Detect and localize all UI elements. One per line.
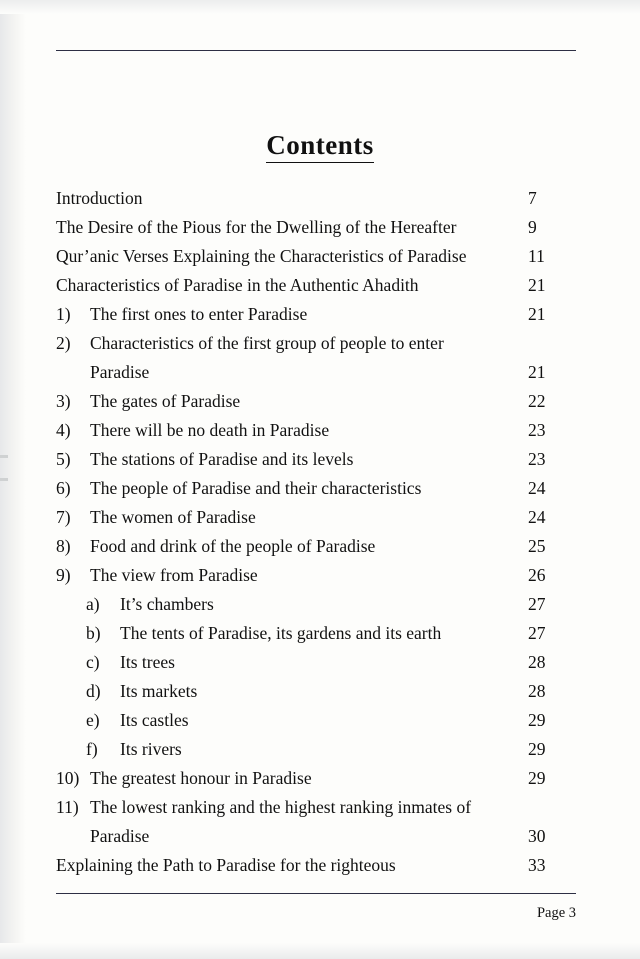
toc-entry-label: Food and drink of the people of Paradise (90, 536, 376, 556)
toc-entry-label: It’s chambers (120, 594, 214, 614)
toc-entry-marker: 9) (56, 565, 71, 585)
toc-entry[interactable] (56, 393, 576, 411)
toc-entry[interactable] (56, 248, 576, 266)
toc-entry[interactable] (56, 509, 576, 527)
toc-entry[interactable] (56, 654, 576, 672)
toc-entry-label: The lowest ranking and the highest ranking inmates of (90, 797, 472, 817)
page-title (0, 130, 640, 161)
page-title-text: Contents (266, 130, 374, 163)
toc-entry-marker: 5) (56, 449, 71, 469)
table-of-contents (56, 190, 576, 886)
toc-entry-label: The gates of Paradise (90, 391, 241, 411)
toc-entry[interactable] (56, 335, 576, 353)
toc-entry-label: The tents of Paradise, its gardens and its earth (120, 623, 442, 643)
toc-entry[interactable] (56, 219, 576, 237)
toc-entry[interactable] (56, 828, 576, 846)
toc-entry-marker: c) (86, 652, 100, 672)
header-rule (56, 50, 576, 51)
toc-entry-marker: f) (86, 739, 98, 759)
page-edge-nick (0, 455, 8, 458)
toc-entry[interactable] (56, 306, 576, 324)
toc-entry-page-number: 30 (528, 826, 546, 846)
toc-entry[interactable] (56, 364, 576, 382)
toc-entry-page-number: 7 (528, 188, 537, 208)
toc-entry[interactable] (56, 857, 576, 875)
toc-entry-label: There will be no death in Paradise (90, 420, 330, 440)
toc-entry-marker: 7) (56, 507, 71, 527)
toc-entry[interactable] (56, 770, 576, 788)
toc-entry[interactable] (56, 741, 576, 759)
toc-entry[interactable] (56, 190, 576, 208)
toc-entry-label: The view from Paradise (90, 565, 258, 585)
toc-entry-page-number: 21 (528, 362, 546, 382)
toc-entry-label: Its trees (120, 652, 175, 672)
toc-entry[interactable] (56, 422, 576, 440)
toc-entry-label: Qur’anic Verses Explaining the Characteristics of Paradise (56, 246, 467, 266)
toc-entry-label: Paradise (90, 826, 150, 846)
footer-rule (56, 893, 576, 894)
page-edge-nick (0, 478, 8, 481)
toc-entry-page-number: 21 (528, 304, 546, 324)
toc-entry-label: The people of Paradise and their characteristics (90, 478, 422, 498)
toc-entry-page-number: 23 (528, 420, 546, 440)
toc-entry[interactable] (56, 683, 576, 701)
toc-entry-marker: 2) (56, 333, 71, 353)
toc-entry-page-number: 28 (528, 681, 546, 701)
toc-entry-label: Its rivers (120, 739, 182, 759)
toc-entry-label: The women of Paradise (90, 507, 256, 527)
toc-entry-label: The greatest honour in Paradise (90, 768, 312, 788)
toc-entry-marker: e) (86, 710, 100, 730)
toc-entry-page-number: 23 (528, 449, 546, 469)
toc-entry-page-number: 11 (528, 246, 545, 266)
toc-entry-page-number: 26 (528, 565, 546, 585)
toc-entry-marker: 8) (56, 536, 71, 556)
page-footer: Page 3 (536, 905, 576, 921)
toc-entry-label: Paradise (90, 362, 150, 382)
toc-entry-label: The Desire of the Pious for the Dwelling of the Hereafter (56, 217, 457, 237)
toc-entry-page-number: 21 (528, 275, 546, 295)
page-edge-shadow-top (0, 0, 640, 14)
toc-entry-label: Characteristics of Paradise in the Authentic Ahadith (56, 275, 419, 295)
toc-entry-page-number: 29 (528, 739, 546, 759)
toc-entry-page-number: 28 (528, 652, 546, 672)
toc-entry-marker: 3) (56, 391, 71, 411)
toc-entry[interactable] (56, 712, 576, 730)
toc-entry-label: Introduction (56, 188, 143, 208)
toc-entry[interactable] (56, 625, 576, 643)
toc-entry-page-number: 24 (528, 507, 546, 527)
toc-entry-marker: 11) (56, 797, 79, 817)
toc-entry-page-number: 33 (528, 855, 546, 875)
toc-entry-page-number: 27 (528, 594, 546, 614)
toc-entry-marker: b) (86, 623, 101, 643)
toc-entry[interactable] (56, 596, 576, 614)
toc-entry[interactable] (56, 451, 576, 469)
toc-entry[interactable] (56, 277, 576, 295)
toc-entry-page-number: 9 (528, 217, 537, 237)
toc-entry-page-number: 24 (528, 478, 546, 498)
toc-entry[interactable] (56, 480, 576, 498)
page-edge-shadow-bottom (0, 943, 640, 959)
toc-entry-marker: d) (86, 681, 101, 701)
toc-entry-page-number: 29 (528, 710, 546, 730)
toc-entry-label: Characteristics of the first group of people to enter (90, 333, 444, 353)
toc-entry-marker: 6) (56, 478, 71, 498)
toc-entry-marker: 10) (56, 768, 80, 788)
toc-entry-page-number: 25 (528, 536, 546, 556)
toc-entry-label: Explaining the Path to Paradise for the righteous (56, 855, 396, 875)
toc-entry-marker: 1) (56, 304, 71, 324)
toc-entry[interactable] (56, 538, 576, 556)
toc-entry-marker: a) (86, 594, 100, 614)
toc-entry-label: Its castles (120, 710, 189, 730)
toc-entry-page-number: 22 (528, 391, 546, 411)
toc-entry[interactable] (56, 799, 576, 817)
toc-entry-label: Its markets (120, 681, 198, 701)
toc-entry-marker: 4) (56, 420, 71, 440)
toc-entry[interactable] (56, 567, 576, 585)
toc-entry-page-number: 27 (528, 623, 546, 643)
toc-entry-label: The stations of Paradise and its levels (90, 449, 354, 469)
toc-entry-label: The first ones to enter Paradise (90, 304, 308, 324)
toc-entry-page-number: 29 (528, 768, 546, 788)
